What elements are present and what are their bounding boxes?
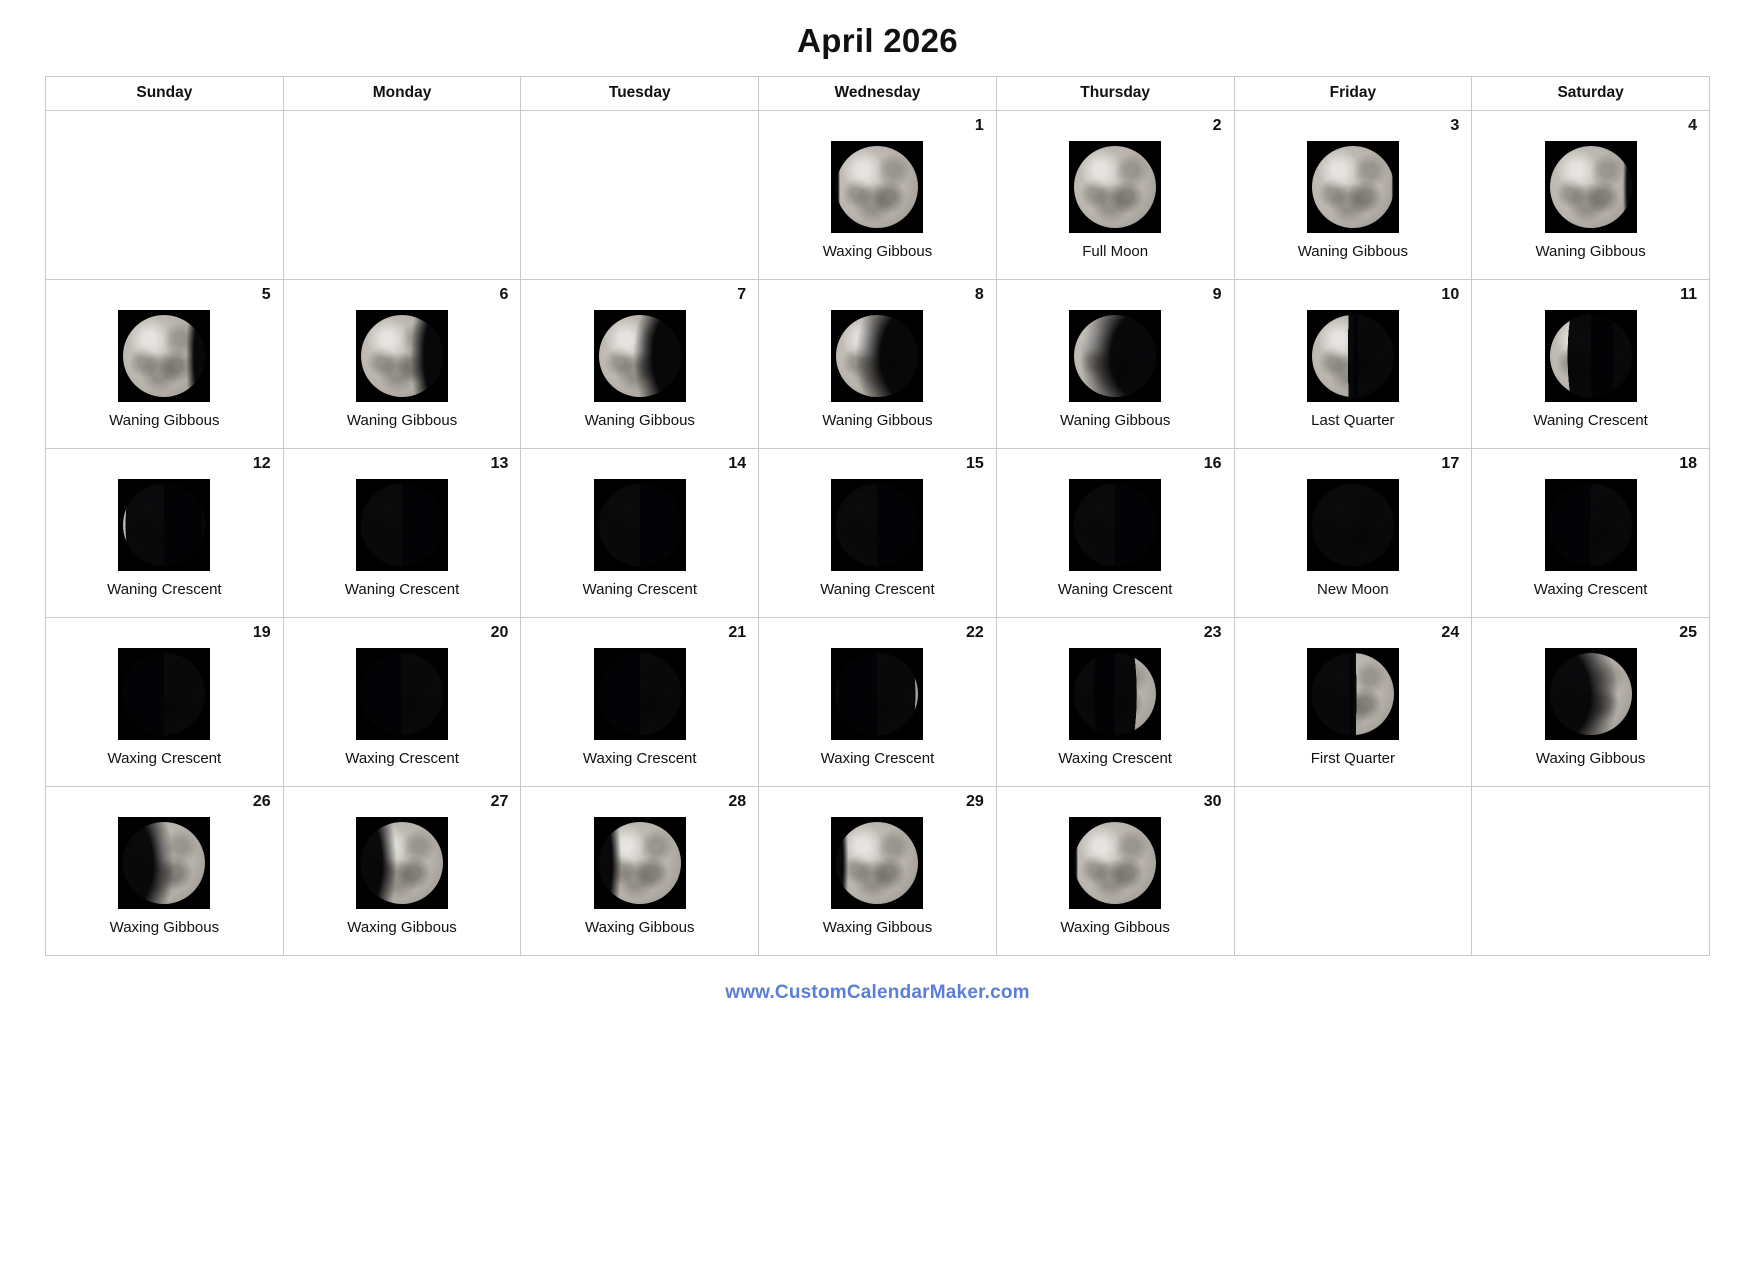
calendar-day-cell[interactable] [759,449,997,618]
day-cell-body [521,475,758,605]
moon-phase-label: Waxing Gibbous [109,919,220,936]
day-number: 10 [1441,286,1460,303]
day-cell-body [997,306,1234,436]
day-cell-body [46,475,283,605]
moon-phase-label: Waning Crescent [1533,412,1648,429]
moon-phase-icon [1069,141,1161,233]
moon-phase-label: Waning Gibbous [822,412,933,429]
moon-phase-label: Waning Gibbous [1535,243,1646,260]
calendar-page [0,22,1755,1262]
day-number: 23 [1203,624,1222,641]
moon-phase-icon [1069,310,1161,402]
moon-disc [1312,315,1394,397]
moon-phase-icon [594,479,686,571]
day-number: 22 [966,624,984,641]
moon-disc [1074,822,1156,904]
moon-disc [599,315,681,397]
calendar-day-cell[interactable] [759,280,997,449]
moon-disc [1550,315,1632,397]
calendar-day-cell[interactable] [759,618,997,787]
moon-phase-icon [1307,310,1399,402]
moon-disc [361,822,443,904]
day-cell-body [46,306,283,436]
day-cell-body [284,644,521,774]
moon-phase-label: Waxing Crescent [107,750,222,767]
weekday-header-tuesday: Tuesday [521,77,759,111]
moon-phase-label: Waning Gibbous [1297,243,1409,260]
moon-phase-icon [356,310,448,402]
calendar-day-cell[interactable] [1472,449,1710,618]
day-cell-body [284,813,521,943]
calendar-day-cell[interactable] [521,449,759,618]
weekday-header-thursday: Thursday [996,77,1234,111]
calendar-day-cell[interactable] [759,787,997,956]
calendar-week-row [46,449,1710,618]
day-cell-body [521,813,758,943]
calendar-day-cell[interactable] [1234,280,1472,449]
calendar-day-cell[interactable] [521,618,759,787]
day-cell-body [759,813,996,943]
moon-disc [1312,484,1394,566]
footer-link[interactable]: www.CustomCalendarMaker.com [725,982,1030,1003]
moon-disc [836,653,918,735]
day-number: 11 [1680,286,1697,303]
moon-phase-icon [594,310,686,402]
day-cell-body [46,813,283,943]
day-cell-body [1472,644,1709,774]
day-number: 25 [1679,624,1697,641]
moon-phase-icon [1545,648,1637,740]
moon-phase-icon [118,479,210,571]
weekday-header-wednesday: Wednesday [759,77,997,111]
moon-phase-label: Waxing Crescent [820,750,935,767]
calendar-day-cell[interactable] [521,280,759,449]
day-number: 5 [261,286,271,303]
day-number: 7 [737,286,747,303]
day-number: 12 [252,455,271,472]
day-number: 14 [728,455,747,472]
moon-phase-icon [118,817,210,909]
moon-phase-label: Waxing Gibbous [822,243,933,260]
calendar-day-cell[interactable] [46,618,284,787]
calendar-day-cell[interactable] [996,280,1234,449]
moon-disc [1074,315,1156,397]
calendar-day-cell[interactable] [1472,280,1710,449]
moon-disc [836,315,918,397]
moon-phase-icon [118,310,210,402]
moon-disc [1550,146,1632,228]
moon-disc [361,484,443,566]
calendar-day-cell[interactable] [1234,111,1472,280]
moon-phase-label: Waning Crescent [582,581,697,598]
moon-phase-label: Waning Gibbous [346,412,458,429]
day-cell-body [1235,644,1472,774]
calendar-day-cell[interactable] [283,280,521,449]
moon-disc [1312,146,1394,228]
moon-disc [1074,484,1156,566]
moon-disc [836,484,918,566]
moon-phase-label: Waxing Crescent [582,750,697,767]
moon-phase-label: Waning Crescent [820,581,935,598]
day-number: 19 [252,624,271,641]
site-footer [45,982,1710,1004]
day-number: 16 [1203,455,1222,472]
moon-phase-icon [1307,479,1399,571]
moon-phase-label: Waning Crescent [344,581,460,598]
moon-disc [836,822,918,904]
weekday-header-monday: Monday [283,77,521,111]
calendar-cell-empty [283,111,521,280]
moon-disc [123,484,205,566]
moon-phase-icon [1545,141,1637,233]
calendar-day-cell[interactable] [759,111,997,280]
moon-phase-icon [594,648,686,740]
moon-phase-icon [1307,648,1399,740]
moon-phase-icon [831,648,923,740]
calendar-week-row [46,618,1710,787]
day-cell-body [521,644,758,774]
calendar-day-cell[interactable] [1234,618,1472,787]
moon-phase-icon [356,817,448,909]
moon-phase-icon [1069,648,1161,740]
moon-phase-icon [831,141,923,233]
day-cell-body [997,813,1234,943]
moon-phase-icon [356,479,448,571]
moon-disc [599,653,681,735]
moon-phase-label: Waxing Crescent [1533,581,1648,598]
calendar-day-cell[interactable] [996,111,1234,280]
calendar-cell-empty [46,111,284,280]
calendar-day-cell[interactable] [46,449,284,618]
day-number: 18 [1679,455,1697,472]
day-number: 2 [1212,117,1222,134]
calendar-day-cell[interactable] [283,449,521,618]
moon-disc [361,653,443,735]
day-cell-body [284,306,521,436]
day-number: 13 [490,455,509,472]
day-number: 8 [974,286,984,303]
moon-phase-label: Waxing Gibbous [347,919,457,936]
calendar-day-cell[interactable] [283,787,521,956]
day-number: 3 [1450,117,1460,134]
calendar-table [45,76,1710,956]
day-cell-body [759,306,996,436]
day-cell-body [46,644,283,774]
day-number: 30 [1203,793,1222,810]
moon-phase-label: Waning Gibbous [109,412,220,429]
moon-disc [1550,653,1632,735]
day-cell-body [997,644,1234,774]
day-number: 4 [1688,117,1697,134]
calendar-body [46,111,1710,956]
moon-phase-label: Waxing Crescent [345,750,459,767]
calendar-day-cell[interactable] [46,787,284,956]
calendar-week-row [46,111,1710,280]
day-cell-body [521,306,758,436]
moon-phase-label: Waning Crescent [107,581,222,598]
weekday-header-sunday: Sunday [46,77,284,111]
calendar-cell-empty [1472,787,1710,956]
calendar-day-cell[interactable] [996,449,1234,618]
day-number: 28 [728,793,747,810]
day-cell-body [997,475,1234,605]
moon-phase-icon [831,479,923,571]
moon-disc [123,315,205,397]
moon-phase-icon [1545,479,1637,571]
moon-disc [1550,484,1632,566]
day-number: 6 [499,286,509,303]
weekday-header-saturday: Saturday [1472,77,1710,111]
moon-phase-label: Waxing Gibbous [585,919,695,936]
moon-phase-icon [1069,817,1161,909]
moon-phase-label: Waxing Crescent [1058,750,1172,767]
day-cell-body [1235,306,1472,436]
day-cell-body [759,137,996,267]
calendar-week-row [46,787,1710,956]
calendar-day-cell[interactable] [996,787,1234,956]
moon-disc [1074,653,1156,735]
moon-disc [1074,146,1156,228]
moon-phase-icon [1545,310,1637,402]
moon-phase-label: Waxing Gibbous [822,919,933,936]
day-cell-body [1472,137,1709,267]
moon-phase-icon [356,648,448,740]
day-number: 1 [974,117,984,134]
day-number: 17 [1441,455,1460,472]
moon-phase-icon [1069,479,1161,571]
day-number: 26 [252,793,271,810]
calendar-cell-empty [1234,787,1472,956]
moon-phase-icon [831,310,923,402]
calendar-day-cell[interactable] [46,280,284,449]
day-number: 24 [1441,624,1460,641]
moon-phase-icon [594,817,686,909]
day-cell-body [284,475,521,605]
day-number: 27 [490,793,509,810]
moon-phase-label: Waxing Gibbous [1060,919,1170,936]
day-cell-body [1472,475,1709,605]
day-number: 15 [966,455,984,472]
moon-disc [123,653,205,735]
day-number: 21 [728,624,747,641]
weekday-header-row [46,77,1710,111]
calendar-day-cell[interactable] [1472,618,1710,787]
page-title: April 2026 [797,22,958,59]
day-cell-body [1235,137,1472,267]
moon-disc [836,146,918,228]
moon-phase-icon [118,648,210,740]
day-number: 20 [490,624,509,641]
calendar-day-cell[interactable] [1472,111,1710,280]
moon-disc [599,484,681,566]
day-cell-body [997,137,1234,267]
calendar-day-cell[interactable] [521,787,759,956]
moon-phase-label: Waning Gibbous [1059,412,1171,429]
moon-phase-label: Full Moon [1082,243,1149,260]
moon-phase-icon [831,817,923,909]
calendar-day-cell[interactable] [996,618,1234,787]
day-number: 29 [966,793,984,810]
weekday-header-friday: Friday [1234,77,1472,111]
calendar-day-cell[interactable] [283,618,521,787]
moon-disc [361,315,443,397]
moon-phase-label: Waning Crescent [1057,581,1173,598]
moon-phase-label: Waxing Gibbous [1535,750,1646,767]
moon-phase-label: Last Quarter [1311,412,1395,429]
day-cell-body [759,644,996,774]
day-cell-body [759,475,996,605]
moon-disc [599,822,681,904]
moon-phase-label: New Moon [1317,581,1389,598]
moon-disc [123,822,205,904]
moon-disc [1312,653,1394,735]
day-cell-body [1235,475,1472,605]
calendar-week-row [46,280,1710,449]
calendar-cell-empty [521,111,759,280]
moon-phase-label: First Quarter [1310,750,1395,767]
calendar-day-cell[interactable] [1234,449,1472,618]
moon-phase-icon [1307,141,1399,233]
day-number: 9 [1212,286,1222,303]
moon-phase-label: Waning Gibbous [584,412,695,429]
day-cell-body [1472,306,1709,436]
